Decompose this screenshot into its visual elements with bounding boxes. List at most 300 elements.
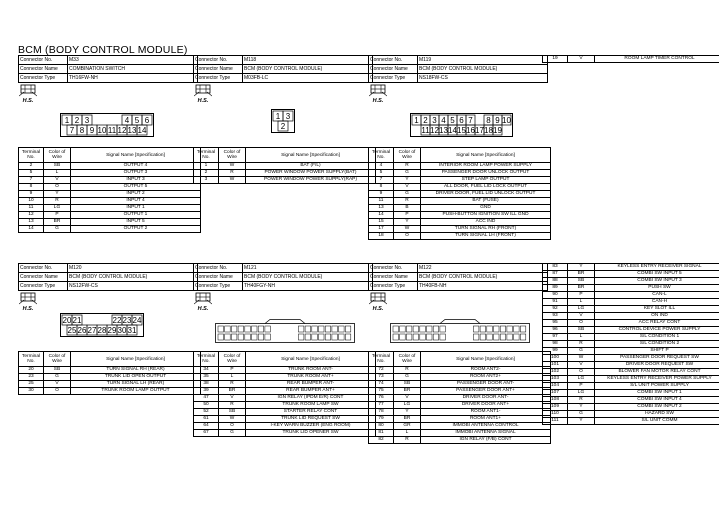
wire-color: SB (394, 381, 421, 388)
signal-name: CAN-H (595, 299, 719, 306)
pin-table-continued-right (542, 263, 719, 425)
table-row (543, 362, 719, 369)
signal-name: TURN SIGNAL LH (FRONT) (421, 233, 551, 240)
terminal-header: Terminal No. (194, 148, 219, 163)
terminal-header: Terminal No. (19, 352, 44, 367)
pin-number: 2 (74, 116, 80, 125)
terminal-no: 76 (369, 395, 394, 402)
wire-color: L (568, 299, 595, 306)
terminal-no: 91 (543, 299, 568, 306)
wire-color: R (219, 381, 246, 388)
terminal-no: 67 (194, 430, 219, 437)
table-row (369, 367, 551, 374)
wire-color: V (44, 381, 71, 388)
pin-number: 8 (79, 126, 85, 135)
pin-table (368, 147, 551, 240)
signal-name: COMBI SW INPUT 1 (595, 390, 719, 397)
wire-color: G (394, 170, 421, 177)
table-row (19, 177, 201, 184)
pin-number: 26 (77, 326, 87, 335)
table-row (19, 219, 201, 226)
wire-color: W (219, 163, 246, 170)
connector-diagram (60, 113, 154, 142)
wire-color: P (394, 212, 421, 219)
pin-number: 4 (124, 116, 130, 125)
terminal-no: 23 (19, 374, 44, 381)
connector-no-value: M118 (243, 56, 373, 65)
wire-color: O (394, 233, 421, 240)
signal-name: COMBI SW INPUT 5 (595, 271, 719, 278)
wire-color: G (219, 430, 246, 437)
table-row (543, 278, 719, 285)
connector-no-label: Connector No. (19, 56, 68, 65)
signal-name: DRIVER DOOR REQUEST SW (595, 362, 719, 369)
wire-color: LG (394, 402, 421, 409)
table-row (19, 226, 201, 233)
table-row (194, 423, 376, 430)
table-row (369, 233, 551, 240)
terminal-no: 111 (543, 418, 568, 425)
connector-name-label: Connector Name (194, 65, 243, 74)
pin-table (368, 351, 551, 444)
signal-name: COMBI SW INPUT 2 (595, 404, 719, 411)
table-row (194, 374, 376, 381)
table-row (19, 170, 201, 177)
signal-name: BAT (FUSE) (421, 198, 551, 205)
color-header: Color of Wire (44, 352, 71, 367)
pin-number: 10 (502, 116, 511, 125)
terminal-no: 11 (19, 205, 44, 212)
pin-number: 29 (107, 326, 117, 335)
terminal-no: 2 (194, 170, 219, 177)
table-row (194, 388, 376, 395)
table-row (543, 313, 719, 320)
terminal-no: 109 (543, 404, 568, 411)
pin-number: 3 (432, 116, 437, 125)
wire-color: O (568, 320, 595, 327)
color-header: Color of Wire (44, 148, 71, 163)
wire-color: R (394, 437, 421, 444)
signal-name: ROOM LAMP TIMER CONTROL (595, 56, 719, 63)
terminal-no: 11 (369, 198, 394, 205)
connector-name-value: BCM (BODY CONTROL MODULE) (243, 65, 373, 74)
table-row (19, 212, 201, 219)
pin-number: 5 (450, 116, 455, 125)
wire-color: SB (219, 409, 246, 416)
signal-name: POWER WINDOW POWER SUPPLY(BAT) (246, 170, 376, 177)
terminal-no: 95 (543, 320, 568, 327)
pin-number: 1 (414, 116, 419, 125)
signal-name: STARTER RELAY CONT (246, 409, 376, 416)
wire-color: B (394, 205, 421, 212)
connector-name-label: Connector Name (19, 273, 68, 282)
terminal-no: 14 (369, 212, 394, 219)
connector-type-value: TH16FW-NH (68, 74, 198, 83)
connector-no-label: Connector No. (369, 264, 418, 273)
wire-color: O (44, 184, 71, 191)
terminal-no: 17 (369, 226, 394, 233)
signal-name: REAR BUMPER ANT+ (246, 388, 376, 395)
wire-color: G (44, 226, 71, 233)
connector-header-table (18, 263, 198, 291)
signal-name: BAT (F/L) (246, 163, 376, 170)
signal-name: PASSENGER DOOR ANT+ (421, 388, 551, 395)
pin-number: 13 (439, 126, 448, 135)
connector-diagram (60, 313, 144, 342)
table-row (369, 437, 551, 444)
signal-header: Signal Name [Specification] (71, 148, 201, 163)
wire-color: G (568, 348, 595, 355)
connector-name-value: BCM (BODY CONTROL MODULE) (418, 273, 548, 282)
table-row (543, 411, 719, 418)
pin-number: 20 (62, 316, 72, 325)
terminal-no: 92 (543, 306, 568, 313)
table-row (19, 163, 201, 170)
terminal-no: 14 (19, 226, 44, 233)
wire-color: LG (568, 306, 595, 313)
table-row (543, 306, 719, 313)
wire-color: G (394, 374, 421, 381)
wire-color: V (568, 362, 595, 369)
connector-diagram (410, 113, 513, 142)
signal-name: PASSENGER DOOR REQUEST SW (595, 355, 719, 362)
wire-color: W (219, 177, 246, 184)
hs-icon (19, 83, 37, 104)
connector-type-label: Connector Type (194, 282, 243, 291)
connector-no-label: Connector No. (369, 56, 418, 65)
terminal-no: 34 (194, 367, 219, 374)
signal-name: TRUNK ROOM ANT+ (246, 374, 376, 381)
pin-number: 16 (466, 126, 475, 135)
color-header: Color of Wire (219, 352, 246, 367)
wire-color: O (44, 388, 71, 395)
wire-color: L (568, 334, 595, 341)
hs-icon (194, 83, 212, 104)
terminal-no: 80 (369, 423, 394, 430)
signal-name: IMMOBI ANTENNA SIGNAL (421, 430, 551, 437)
pin-number: 6 (459, 116, 464, 125)
terminal-no: 52 (194, 409, 219, 416)
terminal-no: 110 (543, 411, 568, 418)
terminal-no: 7 (19, 177, 44, 184)
signal-name: IGN RELAY (IPDM E/R) CONT (246, 395, 376, 402)
connector-no-value: M121 (243, 264, 373, 273)
signal-header: Signal Name [Specification] (246, 148, 376, 163)
terminal-no: 88 (543, 278, 568, 285)
terminal-no: 13 (19, 219, 44, 226)
table-row (369, 226, 551, 233)
table-row (369, 423, 551, 430)
connector-type-value: M03FB-LC (243, 74, 373, 83)
pin-number: 10 (97, 126, 107, 135)
terminal-no: 10 (19, 198, 44, 205)
table-row (543, 271, 719, 278)
wire-color: LG (568, 376, 595, 383)
signal-name: COMBI SW INPUT 3 (595, 278, 719, 285)
wire-color: SB (44, 367, 71, 374)
signal-name: S/L UNIT POWER SUPPLY (595, 383, 719, 390)
terminal-no: 19 (543, 56, 568, 63)
signal-name: CAN-L (595, 292, 719, 299)
table-row (194, 409, 376, 416)
pin-number: 21 (72, 316, 82, 325)
table-row (369, 395, 551, 402)
wire-color: W (394, 226, 421, 233)
terminal-no: 102 (543, 369, 568, 376)
wire-color: R (394, 163, 421, 170)
signal-name: ALL DOOR, FUEL LID LOCK OUTPUT (421, 184, 551, 191)
wire-color: P (568, 383, 595, 390)
terminal-no: 30 (19, 388, 44, 395)
pin-number: 7 (468, 116, 473, 125)
hs-label: H.S. (372, 98, 384, 104)
signal-name: TRUNK LID REQUEST SW (246, 416, 376, 423)
table-row (543, 397, 719, 404)
wire-color: V (219, 395, 246, 402)
signal-name: ACC RELAY CONT (595, 320, 719, 327)
terminal-no: 77 (369, 402, 394, 409)
connector-type-value: TH40FGY-NH (243, 282, 373, 291)
pin-number: 13 (127, 126, 137, 135)
terminal-no: 7 (369, 177, 394, 184)
terminal-no: 38 (194, 381, 219, 388)
wire-color: SB (44, 163, 71, 170)
signal-name: OUTPUT 4 (71, 163, 201, 170)
connector-no-value: M119 (418, 56, 548, 65)
terminal-no: 78 (369, 409, 394, 416)
table-row (543, 376, 719, 383)
signal-name: INPUT 3 (71, 177, 201, 184)
signal-name: KEYLESS ENTRY RECEIVER POWER SUPPLY (595, 376, 719, 383)
connector-type-label: Connector Type (19, 74, 68, 83)
pin-number: 1 (275, 112, 281, 121)
table-row (369, 430, 551, 437)
wire-color: O (568, 369, 595, 376)
signal-header: Signal Name [Specification] (421, 352, 551, 367)
wire-color: V (44, 177, 71, 184)
connector-header-table (368, 263, 548, 291)
pin-number: 11 (107, 126, 117, 135)
terminal-no: 103 (543, 376, 568, 383)
signal-name: ON IND (595, 313, 719, 320)
table-row (369, 163, 551, 170)
pin-number: 2 (280, 122, 286, 131)
terminal-no: 98 (543, 341, 568, 348)
connector-type-label: Connector Type (194, 74, 243, 83)
pin-number: 1 (64, 116, 70, 125)
signal-name: STEP LAMP OUTPUT (421, 177, 551, 184)
table-row (543, 292, 719, 299)
wire-color: Y (568, 264, 595, 271)
table-row (543, 264, 719, 271)
connector-no-value: M122 (418, 264, 548, 273)
pin-number: 8 (486, 116, 491, 125)
signal-name: INPUT 2 (71, 191, 201, 198)
table-row (19, 388, 201, 395)
table-row (194, 367, 376, 374)
terminal-no: 104 (543, 383, 568, 390)
signal-name: ROOM ANT1- (421, 409, 551, 416)
table-row (543, 369, 719, 376)
pin-number: 19 (493, 126, 502, 135)
wire-color: BR (44, 219, 71, 226)
table-row (543, 355, 719, 362)
connector-type-label: Connector Type (369, 74, 418, 83)
signal-name: PASSENGER DOOR UNLOCK OUTPUT (421, 170, 551, 177)
pin-number: 7 (69, 126, 75, 135)
wire-color: P (44, 212, 71, 219)
terminal-no: 61 (194, 416, 219, 423)
wire-color: R (394, 367, 421, 374)
wire-color: P (219, 367, 246, 374)
signal-name: SHIFT P (595, 348, 719, 355)
terminal-no: 8 (369, 184, 394, 191)
connector-header-table (18, 55, 198, 83)
connector-name-value: BCM (BODY CONTROL MODULE) (243, 273, 373, 282)
terminal-no: 89 (543, 285, 568, 292)
terminal-no: 12 (19, 212, 44, 219)
hs-icon (19, 291, 37, 312)
pin-number: 31 (127, 326, 137, 335)
wire-color: R (568, 341, 595, 348)
signal-name: TRUNK LID OPEN OUTPUT (71, 374, 201, 381)
connector-no-label: Connector No. (194, 264, 243, 273)
terminal-no: 82 (369, 437, 394, 444)
signal-name: KEYLESS ENTRY RECEIVER SIGNAL (595, 264, 719, 271)
table-row (369, 381, 551, 388)
signal-name: TRUNK ROOM LAMP OUTPUT (71, 388, 201, 395)
terminal-no: 75 (369, 388, 394, 395)
table-row (369, 374, 551, 381)
wire-color: Y (568, 418, 595, 425)
pin-number: 6 (144, 116, 150, 125)
connector-type-value: TH40FB-NH (418, 282, 548, 291)
pin-table-header (19, 148, 201, 163)
wire-color: L (44, 170, 71, 177)
wire-color: SB (568, 327, 595, 334)
connector-header-table (193, 55, 373, 83)
pin-number: 25 (67, 326, 77, 335)
wire-color: BR (568, 271, 595, 278)
signal-name: TURN SIGNAL RH (FRONT) (421, 226, 551, 233)
wire-color: R (219, 170, 246, 177)
table-row (543, 334, 719, 341)
pin-table (18, 351, 201, 395)
table-row (543, 390, 719, 397)
wire-color: V (568, 313, 595, 320)
pin-number: 27 (87, 326, 97, 335)
terminal-no: 74 (369, 381, 394, 388)
pin-number: 2 (423, 116, 428, 125)
wire-color: Y (394, 219, 421, 226)
signal-name: COMBI SW INPUT 4 (595, 397, 719, 404)
signal-name: ROOM ANT2+ (421, 374, 551, 381)
wire-color: L (394, 430, 421, 437)
connector-type-value: NS12FW-CS (68, 282, 198, 291)
signal-header: Signal Name [Specification] (421, 148, 551, 163)
signal-name: DRIVER DOOR, FUEL LID UNLOCK OUTPUT (421, 191, 551, 198)
pin-number: 17 (475, 126, 484, 135)
color-header: Color of Wire (219, 148, 246, 163)
terminal-no: 64 (194, 423, 219, 430)
terminal-header: Terminal No. (369, 148, 394, 163)
wire-color: O (219, 423, 246, 430)
wire-color: Y (44, 191, 71, 198)
terminal-no: 5 (369, 170, 394, 177)
terminal-header: Terminal No. (369, 352, 394, 367)
connector-header-table (193, 263, 373, 291)
terminal-no: 50 (194, 402, 219, 409)
table-row (19, 381, 201, 388)
terminal-no: 108 (543, 397, 568, 404)
signal-name: CONTROL DEVICE POWER SUPPLY (595, 327, 719, 334)
terminal-no: 87 (543, 271, 568, 278)
signal-name: OUTPUT 5 (71, 184, 201, 191)
connector-name-label: Connector Name (369, 65, 418, 74)
table-row (369, 416, 551, 423)
table-row (19, 205, 201, 212)
table-row (19, 367, 201, 374)
signal-name: INPUT 1 (71, 205, 201, 212)
terminal-no: 101 (543, 362, 568, 369)
table-row (194, 395, 376, 402)
signal-name: ROOM ANT2- (421, 367, 551, 374)
connector-no-value: M33 (68, 56, 198, 65)
wire-color: BR (568, 285, 595, 292)
wire-color: R (44, 198, 71, 205)
signal-name: IMMOBI ANTENNA CONTROL (421, 423, 551, 430)
terminal-no: 90 (543, 292, 568, 299)
pin-table-header (19, 352, 201, 367)
terminal-no: 25 (19, 381, 44, 388)
page-title: BCM (BODY CONTROL MODULE) (18, 44, 188, 56)
connector-type-label: Connector Type (19, 282, 68, 291)
signal-name: POWER WINDOW POWER SUPPLY(RAP) (246, 177, 376, 184)
pin-number: 24 (132, 316, 142, 325)
terminal-header: Terminal No. (19, 148, 44, 163)
wire-color: GR (394, 423, 421, 430)
terminal-no: 96 (543, 327, 568, 334)
connector-no-value: M120 (68, 264, 198, 273)
pin-number: 11 (421, 126, 430, 135)
pin-number: 12 (430, 126, 439, 135)
pin-number: 3 (84, 116, 90, 125)
pin-table (193, 351, 376, 437)
table-row (369, 388, 551, 395)
wire-color: SB (568, 278, 595, 285)
wire-color: LG (44, 205, 71, 212)
pin-number: 12 (117, 126, 127, 135)
hs-label: H.S. (22, 98, 34, 104)
hs-icon (369, 291, 387, 312)
signal-name: INPUT 4 (71, 198, 201, 205)
color-header: Color of Wire (394, 148, 421, 163)
signal-name: KEY SLOT ILL (595, 306, 719, 313)
connector-no-label: Connector No. (194, 56, 243, 65)
table-row (543, 404, 719, 411)
wire-color: BR (394, 416, 421, 423)
pin-number: 18 (484, 126, 493, 135)
terminal-no: 72 (369, 367, 394, 374)
terminal-no: 73 (369, 374, 394, 381)
terminal-no: 15 (369, 219, 394, 226)
wire-color: G (568, 411, 595, 418)
table-row (194, 430, 376, 437)
pin-table-header (369, 352, 551, 367)
signal-name: GND (421, 205, 551, 212)
signal-name: PUSH SW (595, 285, 719, 292)
table-row (543, 327, 719, 334)
